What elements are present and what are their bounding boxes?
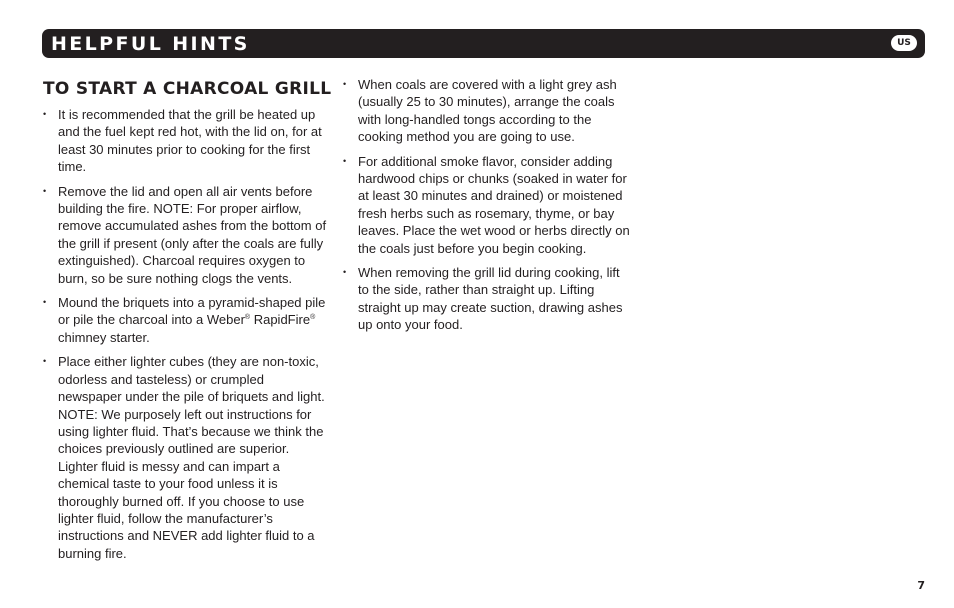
- page-title: HELPFUL HINTS: [51, 33, 250, 55]
- list-item: [343, 264, 633, 334]
- bullet-icon: •: [343, 267, 347, 278]
- bullet-icon: •: [43, 356, 47, 367]
- list-item: [43, 106, 328, 176]
- list-item-text: [58, 295, 325, 345]
- left-column-list: [43, 106, 328, 569]
- bullet-icon: •: [43, 185, 47, 196]
- bullet-icon: •: [343, 79, 347, 89]
- list-item: [343, 153, 633, 257]
- region-badge: US: [891, 35, 917, 51]
- bullet-icon: •: [43, 109, 47, 119]
- list-item: [43, 353, 328, 562]
- list-item: [343, 76, 633, 146]
- header-bar: [42, 29, 925, 58]
- registered-mark: ®: [244, 314, 251, 322]
- list-item-text: Remove the lid and open all air vents before building the fire. NOTE: For proper airflow, remove accumulated ashes from the bottom of the grill if present (only after the coals are fully extinguished). Charcoal requires oxygen to burn, so be sure nothing clogs the vents.: [58, 183, 327, 286]
- bullet-icon: •: [43, 297, 47, 308]
- list-item-text-part: chimney starter.: [58, 329, 150, 345]
- bullet-icon: •: [343, 155, 347, 166]
- list-item-text: It is recommended that the grill be heated up and the fuel kept red hot, with the lid on, for at least 30 minutes prior to cooking for the first time.: [58, 107, 322, 175]
- list-item-text-part: RapidFire: [250, 312, 311, 328]
- list-item-text: For additional smoke flavor, consider adding hardwood chips or chunks (soaked in water for at least 30 minutes and drained) or moistened fresh herbs such as rosemary, thyme, or bay leaves. Place the wet wood or herbs directly on the coals just before you begin cooking.: [358, 153, 630, 256]
- section-heading: TO START A CHARCOAL GRILL: [43, 79, 332, 99]
- page-number: 7: [917, 579, 925, 592]
- list-item: [43, 183, 328, 287]
- list-item-text: When coals are covered with a light grey ash (usually 25 to 30 minutes), arrange the coals with long-handled tongs according to the cooking method you are going to use.: [358, 77, 617, 145]
- list-item: [43, 294, 328, 346]
- right-column-list: [343, 76, 633, 341]
- list-item-text: When removing the grill lid during cooking, lift to the side, rather than straight up. Lifting straight up may create suction, drawing ashes up onto your food.: [358, 265, 623, 333]
- registered-mark: ®: [310, 314, 316, 322]
- list-item-text-part: Mound the briquets into a pyramid-shaped pile or pile the charcoal into a Weber: [58, 295, 326, 328]
- list-item-text: Place either lighter cubes (they are non-toxic, odorless and tasteless) or crumpled newspaper under the pile of briquets and light. NOTE: We purposely left out instructions for using lighter fluid. That’s because we think the choices previously outlined are superior. Lighter fluid is messy and can impart a chemical taste to your food unless it is thoroughly burned off. If you choose to use lighter fluid, follow the manufacturer’s instructions and NEVER add lighter fluid to a burning fire.: [58, 354, 325, 561]
